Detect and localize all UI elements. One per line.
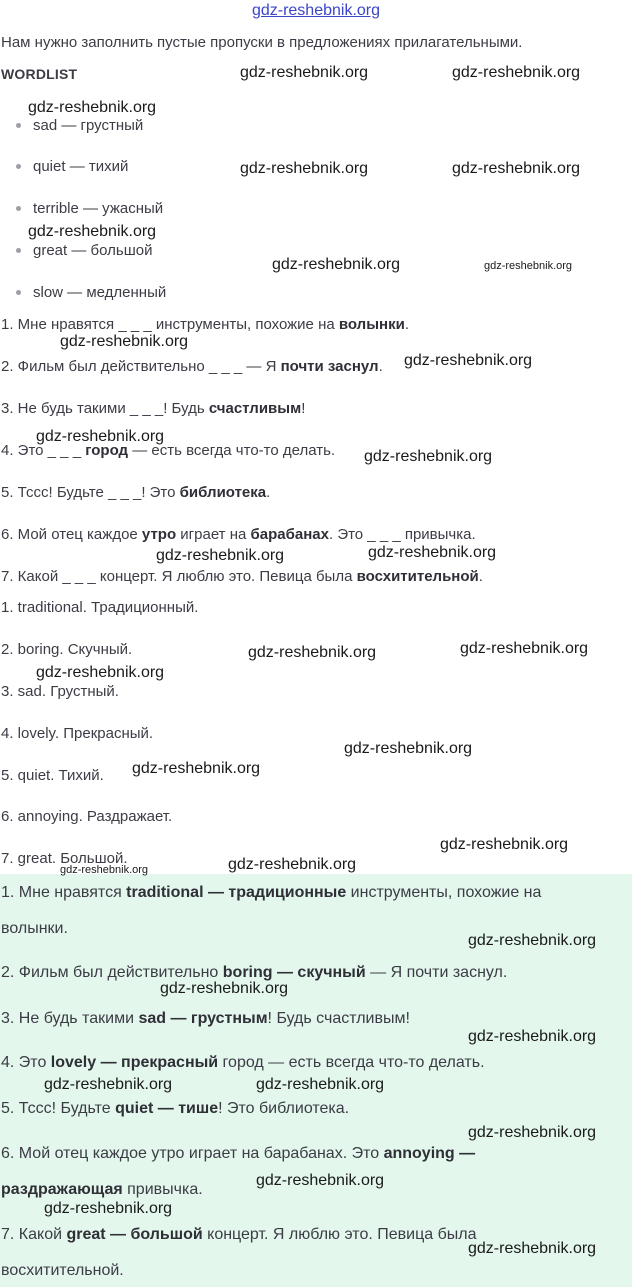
word-answer-4: 4. lovely. Прекрасный. bbox=[1, 725, 154, 742]
watermark: gdz-reshebnik.org bbox=[60, 864, 149, 876]
word-answer-7: 7. great. Большой. bbox=[1, 850, 128, 867]
watermark: gdz-reshebnik.org bbox=[36, 428, 165, 445]
watermark: gdz-reshebnik.org bbox=[452, 160, 581, 177]
bullet-dot-icon bbox=[16, 206, 21, 211]
wordlist-item: slow — медленный bbox=[16, 284, 166, 301]
wordlist-item: quiet — тихий bbox=[16, 158, 128, 175]
watermark: gdz-reshebnik.org bbox=[484, 260, 573, 272]
watermark: gdz-reshebnik.org bbox=[28, 223, 157, 240]
site-title-link[interactable]: gdz-reshebnik.org bbox=[251, 2, 381, 19]
wordlist-item: terrible — ужасный bbox=[16, 200, 163, 217]
watermark: gdz-reshebnik.org bbox=[132, 760, 261, 777]
watermark: gdz-reshebnik.org bbox=[44, 1076, 173, 1093]
wordlist-item: great — большой bbox=[16, 242, 152, 259]
task-sentence-6: 6. Мой отец каждое утро играет на барабанах. Это _ _ _ привычка. bbox=[1, 526, 476, 543]
watermark: gdz-reshebnik.org bbox=[36, 664, 165, 681]
wordlist-item: sad — грустный bbox=[16, 117, 143, 134]
completed-sentence-1-cont: волынки. bbox=[1, 920, 68, 937]
watermark: gdz-reshebnik.org bbox=[156, 547, 285, 564]
watermark: gdz-reshebnik.org bbox=[468, 1028, 597, 1045]
watermark: gdz-reshebnik.org bbox=[452, 64, 581, 81]
word-answer-1: 1. traditional. Традиционный. bbox=[1, 599, 199, 616]
bullet-dot-icon bbox=[16, 164, 21, 169]
word-answer-2: 2. boring. Скучный. bbox=[1, 641, 133, 658]
completed-sentence-6: 6. Мой отец каждое утро играет на барабанах. Это annoying — bbox=[1, 1145, 476, 1162]
task-sentence-5: 5. Тссс! Будьте _ _ _! Это библиотека. bbox=[1, 484, 271, 501]
watermark: gdz-reshebnik.org bbox=[272, 256, 401, 273]
task-sentence-2: 2. Фильм был действительно _ _ _ — Я почти заснул. bbox=[1, 358, 383, 375]
word-answer-6: 6. annoying. Раздражает. bbox=[1, 808, 173, 825]
watermark: gdz-reshebnik.org bbox=[60, 333, 189, 350]
watermark: gdz-reshebnik.org bbox=[440, 836, 569, 853]
completed-sentence-4: 4. Это lovely — прекрасный город — есть всегда что-то делать. bbox=[1, 1054, 485, 1071]
watermark: gdz-reshebnik.org bbox=[44, 1200, 173, 1217]
intro-text: Нам нужно заполнить пустые пропуски в предложениях прилагательными. bbox=[1, 34, 523, 51]
watermark: gdz-reshebnik.org bbox=[256, 1172, 385, 1189]
completed-sentence-3: 3. Не будь такими sad — грустным! Будь счастливым! bbox=[1, 1010, 410, 1027]
task-sentence-1: 1. Мне нравятся _ _ _ инструменты, похожие на волынки. bbox=[1, 316, 409, 333]
bullet-dot-icon bbox=[16, 290, 21, 295]
task-sentence-7: 7. Какой _ _ _ концерт. Я люблю это. Певица была восхитительной. bbox=[1, 568, 483, 585]
completed-sentence-2: 2. Фильм был действительно boring — скучный — Я почти заснул. bbox=[1, 964, 508, 981]
watermark: gdz-reshebnik.org bbox=[468, 932, 597, 949]
completed-sentence-5: 5. Тссс! Будьте quiet — тише! Это библиотека. bbox=[1, 1100, 350, 1117]
watermark: gdz-reshebnik.org bbox=[368, 544, 497, 561]
bullet-dot-icon bbox=[16, 123, 21, 128]
task-sentence-4: 4. Это _ _ _ город — есть всегда что-то делать. bbox=[1, 442, 336, 459]
watermark: gdz-reshebnik.org bbox=[460, 640, 589, 657]
watermark: gdz-reshebnik.org bbox=[228, 856, 357, 873]
watermark: gdz-reshebnik.org bbox=[240, 64, 369, 81]
watermark: gdz-reshebnik.org bbox=[344, 740, 473, 757]
watermark: gdz-reshebnik.org bbox=[364, 448, 493, 465]
completed-sentence-7: 7. Какой great — большой концерт. Я люблю это. Певица была bbox=[1, 1226, 477, 1243]
watermark: gdz-reshebnik.org bbox=[468, 1240, 597, 1257]
watermark: gdz-reshebnik.org bbox=[468, 1124, 597, 1141]
wordlist-heading: WORDLIST bbox=[1, 66, 78, 82]
watermark: gdz-reshebnik.org bbox=[404, 352, 533, 369]
word-answer-5: 5. quiet. Тихий. bbox=[1, 767, 104, 784]
completed-sentence-6-cont: раздражающая привычка. bbox=[1, 1181, 203, 1198]
bullet-dot-icon bbox=[16, 248, 21, 253]
watermark: gdz-reshebnik.org bbox=[256, 1076, 385, 1093]
word-answer-3: 3. sad. Грустный. bbox=[1, 683, 119, 700]
task-sentence-3: 3. Не будь такими _ _ _! Будь счастливым! bbox=[1, 400, 306, 417]
watermark: gdz-reshebnik.org bbox=[248, 644, 377, 661]
completed-sentence-7-cont: восхитительной. bbox=[1, 1262, 124, 1279]
watermark: gdz-reshebnik.org bbox=[160, 980, 289, 997]
watermark: gdz-reshebnik.org bbox=[28, 99, 157, 116]
watermark: gdz-reshebnik.org bbox=[240, 160, 369, 177]
completed-sentence-1: 1. Мне нравятся traditional — традиционные инструменты, похожие на bbox=[1, 884, 542, 901]
